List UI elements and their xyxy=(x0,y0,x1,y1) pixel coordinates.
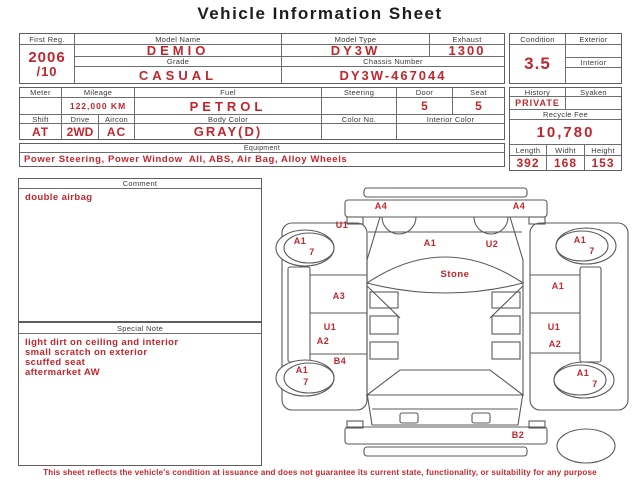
special-note-label: Special Note xyxy=(19,323,261,334)
interior-label: Interior xyxy=(566,58,621,68)
steering-label: Steering xyxy=(322,88,397,97)
comment-label: Comment xyxy=(19,179,261,189)
rear-window xyxy=(367,370,523,395)
damage-mark: U1 xyxy=(335,220,349,230)
color-no-label: Color No. xyxy=(322,115,397,123)
width-label: Widht xyxy=(547,145,585,155)
front-right-wheel xyxy=(556,228,616,264)
model-name-value: DEMIO xyxy=(75,45,281,57)
damage-mark: A4 xyxy=(374,201,388,211)
car-body-outline xyxy=(367,217,523,425)
comment-text: double airbag xyxy=(25,192,93,203)
right-rocker-panel xyxy=(580,267,601,362)
special-note-line: light dirt on ceiling and interior xyxy=(25,337,179,348)
right-front-window xyxy=(492,292,520,308)
history-value: PRIVATE xyxy=(510,97,566,109)
damage-mark: Stone xyxy=(440,269,470,280)
fuel-label: Fuel xyxy=(135,88,322,97)
length-value: 392 xyxy=(510,156,547,170)
left-rear-window xyxy=(370,316,398,334)
damage-mark: A1 xyxy=(293,236,307,246)
left-quarter-window xyxy=(370,342,398,359)
length-label: Length xyxy=(510,145,547,155)
condition-table xyxy=(509,33,622,84)
disclaimer-text: This sheet reflects the vehicle's condition at issuance and does not guarantee its current state, functionality, or suitability for any purpose xyxy=(43,468,597,477)
first-reg-label: First Reg. xyxy=(20,34,74,45)
first-reg-year: 2006 xyxy=(28,49,66,66)
grade-label: Grade xyxy=(75,57,281,67)
history-label: History xyxy=(510,88,566,96)
right-quarter-window xyxy=(492,342,520,359)
meter-value xyxy=(20,98,62,114)
damage-mark: A1 xyxy=(295,365,309,375)
body-color-label: Body Color xyxy=(135,115,322,123)
car-damage-diagram xyxy=(268,180,636,466)
header-table xyxy=(19,33,505,84)
height-value: 153 xyxy=(591,156,615,170)
tail-light-left xyxy=(400,413,418,423)
height-label: Height xyxy=(591,145,615,155)
damage-mark: B4 xyxy=(333,356,347,366)
condition-value: 3.5 xyxy=(524,54,551,73)
mileage-label: Mileage xyxy=(62,88,135,97)
model-name-label: Model Name xyxy=(75,34,281,45)
meter-label: Meter xyxy=(20,88,62,97)
damage-mark: A1 xyxy=(576,368,590,378)
recycle-fee-label: Recycle Fee xyxy=(510,110,621,120)
field-condition xyxy=(510,34,566,83)
specs-table xyxy=(19,87,505,140)
left-wheel-arch xyxy=(382,217,416,234)
seat-label: Seat xyxy=(470,88,487,97)
color-no-value xyxy=(322,124,397,139)
door-value: 5 xyxy=(397,98,453,114)
left-rocker-panel xyxy=(288,267,310,362)
exhaust-label: Exhaust xyxy=(452,34,482,44)
damage-mark: A1 xyxy=(423,238,437,248)
right-rear-window xyxy=(492,316,520,334)
door-label: Door xyxy=(397,88,453,97)
page-title: Vehicle Information Sheet xyxy=(197,4,443,23)
type-chassis-column xyxy=(282,34,504,83)
tail-light-right xyxy=(472,413,490,423)
damage-mark: A1 xyxy=(573,235,587,245)
mileage-value: 122,000 KM xyxy=(62,98,135,114)
field-first-reg xyxy=(20,34,75,83)
grade-value: CASUAL xyxy=(138,67,218,83)
a-pillars xyxy=(367,286,523,318)
right-wheel-arch xyxy=(474,217,508,234)
model-type-label: Model Type xyxy=(282,34,430,44)
rear-lower-bar xyxy=(364,447,527,456)
exterior-value xyxy=(566,45,621,58)
model-grade-column xyxy=(75,34,282,83)
exhaust-value: 1300 xyxy=(448,45,486,56)
exterior-interior-column xyxy=(566,34,621,83)
left-front-window xyxy=(370,292,398,308)
damage-mark: 7 xyxy=(309,247,315,257)
chassis-number-value: DY3W-467044 xyxy=(339,67,447,83)
steering-value xyxy=(322,98,397,114)
interior-color-value xyxy=(397,124,504,139)
damage-mark: 7 xyxy=(589,246,595,256)
damage-mark: A2 xyxy=(548,339,562,349)
seat-value: 5 xyxy=(475,99,482,113)
drive-value: 2WD xyxy=(62,124,99,139)
damage-mark: U1 xyxy=(323,322,337,332)
aircon-value: AC xyxy=(99,124,135,139)
special-note-text xyxy=(19,334,261,465)
damage-mark: A2 xyxy=(316,336,330,346)
shift-value: AT xyxy=(20,124,62,139)
damage-mark: A4 xyxy=(512,201,526,211)
special-note-line: aftermarket AW xyxy=(25,367,100,378)
damage-mark: 7 xyxy=(303,377,309,387)
history-table xyxy=(509,87,622,171)
damage-mark: B2 xyxy=(511,430,525,440)
equipment-label: Equipment xyxy=(20,144,504,153)
body-color-value: GRAY(D) xyxy=(135,124,322,139)
special-note-line: scuffed seat xyxy=(25,357,86,368)
interior-value xyxy=(566,68,621,83)
width-value: 168 xyxy=(547,156,585,170)
model-type-value: DY3W xyxy=(282,45,430,56)
special-note-line: small scratch on exterior xyxy=(25,347,148,358)
special-note-box xyxy=(18,322,262,466)
condition-label: Condition xyxy=(510,34,565,45)
damage-mark: U2 xyxy=(485,239,499,249)
equipment-value: Power Steering, Power Window All, ABS, Air Bag, Alloy Wheels xyxy=(24,154,348,165)
spare-tire xyxy=(557,429,615,463)
aircon-label: Aircon xyxy=(99,115,135,123)
damage-mark: A3 xyxy=(332,291,346,301)
syaken-value xyxy=(566,97,621,109)
recycle-fee-value: 10,780 xyxy=(510,120,621,145)
fuel-value: PETROL xyxy=(135,98,322,114)
damage-mark: 7 xyxy=(592,379,598,389)
front-grille-bar xyxy=(364,188,527,197)
damage-mark: A1 xyxy=(551,281,565,291)
exterior-label: Exterior xyxy=(566,34,621,45)
comment-box xyxy=(18,178,262,322)
shift-label: Shift xyxy=(20,115,62,123)
equipment-table xyxy=(19,143,505,167)
first-reg-month: /10 xyxy=(36,64,58,79)
interior-color-label: Interior Color xyxy=(426,115,475,123)
syaken-label: Syaken xyxy=(580,88,607,96)
drive-label: Drive xyxy=(62,115,99,123)
chassis-number-label: Chassis Number xyxy=(282,57,504,67)
damage-mark: U1 xyxy=(547,322,561,332)
